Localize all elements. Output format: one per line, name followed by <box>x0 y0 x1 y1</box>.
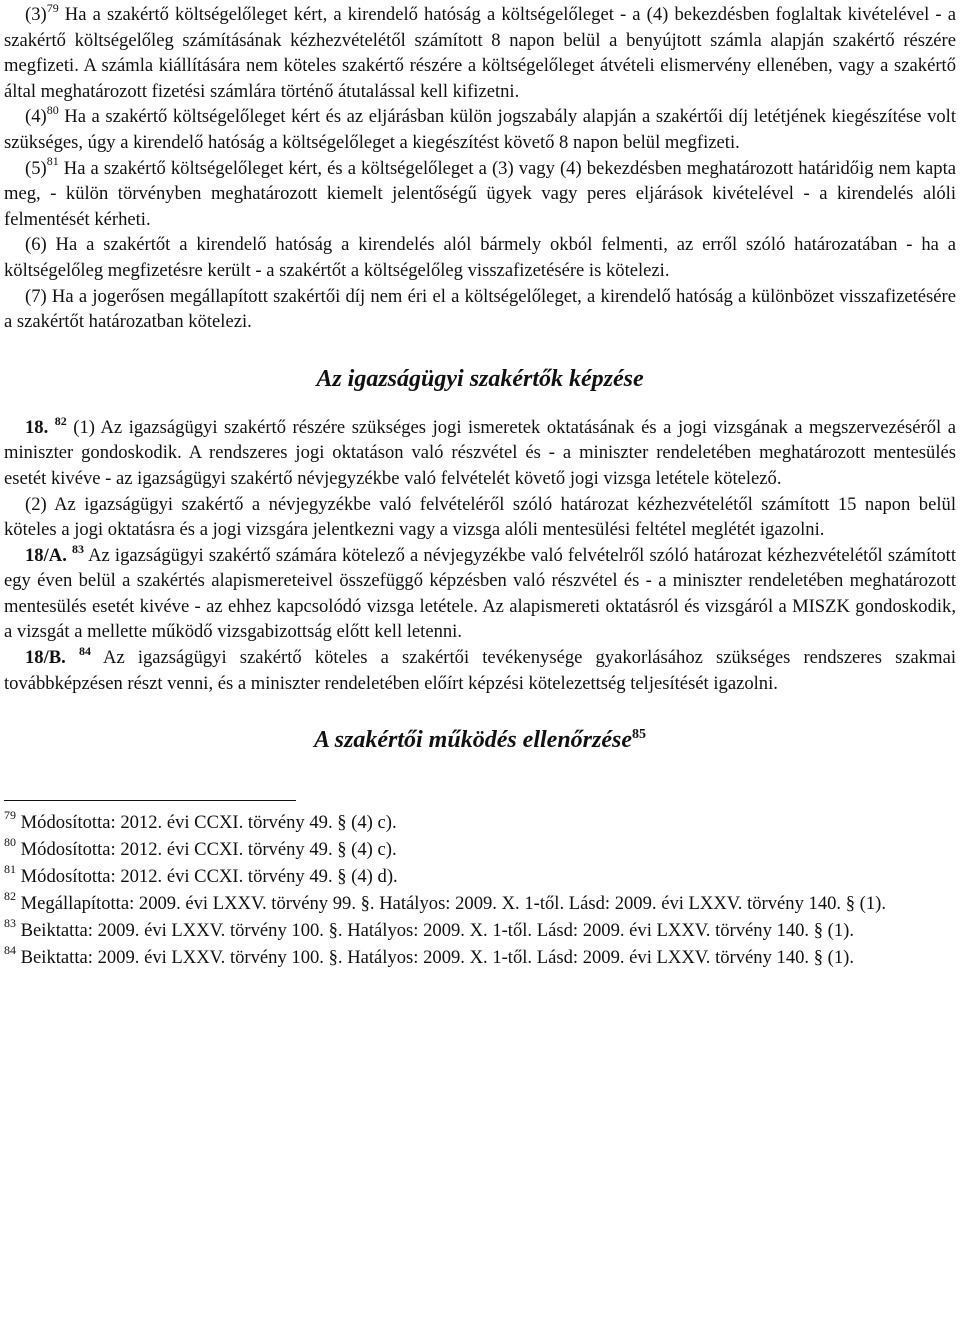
paragraph-label: (3) <box>25 4 47 25</box>
section-title-text: A szakértői működés ellenőrzése <box>313 727 632 754</box>
footnote-number: 80 <box>4 835 16 850</box>
footnote-84 <box>4 944 956 971</box>
paragraph-text: Az igazságügyi szakértő köteles a szakértői tevékenysége gyakorlásához szükséges rendszeres szakmai továbbképzésen részt venni, és a miniszter rendeletében előírt képzési kötelezettség teljesítését igazolni. <box>4 647 956 694</box>
paragraph-text: Az igazságügyi szakértő számára kötelező a névjegyzékbe való felvételről szóló határozat kézhezvételétől számított egy éven belül a szakértés alapismereteivel összefüggő képzésben való részvétel és - a miniszter rendeletében meghatározott mentesülés esetét kivéve - az ehhez kapcsolódó vizsga letétele. Az alapismereti oktatásról és vizsgáról a MISZK gondoskodik, a vizsgát a mellette működő vizsgabizottság előtt kell letenni. <box>4 544 956 643</box>
section-title-supervision <box>4 725 956 755</box>
paragraph-3 <box>4 2 956 104</box>
footnote-text: Beiktatta: 2009. évi LXXV. törvény 100. §. Hatályos: 2009. X. 1-től. Lásd: 2009. évi LXXV. törvény 140. § (1). <box>16 920 854 942</box>
paragraph-label: (4) <box>25 106 47 128</box>
footnote-separator <box>4 800 296 801</box>
footnote-ref-81[interactable]: 81 <box>46 154 59 169</box>
paragraph-text: Ha a jogerősen megállapított szakértői díj nem éri el a költségelőleget, a kirendelő hatóság a különbözet visszafizetésére a szakértőt határozatban kötelezi. <box>4 285 956 333</box>
footnote-ref-85[interactable]: 85 <box>632 727 646 743</box>
footnote-83 <box>4 917 956 944</box>
paragraph-text: Ha a szakértőt a kirendelő hatóság a kirendelés alól bármely okból felmenti, az erről szóló határozatában - ha a költségelőleg megfizetésre került - a szakértőt a költségelőleg visszafizetésére is kötelezi. <box>4 234 956 281</box>
footnote-81 <box>4 863 956 890</box>
section-title-training <box>4 364 956 394</box>
footnotes <box>4 809 956 971</box>
footnote-82 <box>4 890 956 917</box>
paragraph-6 <box>4 232 956 283</box>
paragraph-5 <box>4 156 956 233</box>
paragraph-label: (6) <box>25 234 47 256</box>
paragraph-text: Ha a szakértő költségelőleget kért, és a költségelőleget a (3) vagy (4) bekezdésben meghatározott határidőig nem kapta meg, - külön törvényben meghatározott kiemelt jelentőségű ügyek vagy peres eljárások kivételével - a kirendelés alóli felmentését kérheti. <box>4 157 956 230</box>
footnote-text: Beiktatta: 2009. évi LXXV. törvény 100. §. Hatályos: 2009. X. 1-től. Lásd: 2009. évi LXXV. törvény 140. § (1). <box>16 947 854 969</box>
paragraph-text: Ha a szakértő költségelőleget kért és az eljárásban külön jogszabály alapján a szakértői díj letétjének kiegészítése volt szükséges, úgy a kirendelő hatóság a költségelőleget a kiegészítést követő 8 napon belül megfizeti. <box>4 106 956 153</box>
paragraph-text: Ha a szakértő költségelőleget kért, a kirendelő hatóság a költségelőleget - a (4) bekezdésben foglaltak kivételével - a szakértő költségelőleg számításának kézhezvételétől számított 8 napon belül a benyújtott számla alapján szakértő részére megfizeti. A számla kiállítására nem köteles szakértő részére a költségelőleget átvételi elismervény ellenében, vagy a szakértő által meghatározott fizetési számlára történő átutalással kell kifizetni. <box>4 4 956 102</box>
footnote-ref-80[interactable]: 80 <box>46 103 59 118</box>
paragraph-text: (1) Az igazságügyi szakértő részére szükséges jogi ismeretek oktatásának és a jogi vizsgának a megszervezéséről a miniszter gondoskodik. A rendszeres jogi oktatáson való részvétel és - a miniszter rendeletében meghatározott mentesülés esetét kivéve - az igazságügyi szakértő névjegyzékbe való felvételét követő jogi vizsga letétele kötelező. <box>4 416 956 489</box>
section-number: 18/B. <box>25 647 66 669</box>
footnote-number: 82 <box>4 889 16 904</box>
paragraph-4 <box>4 104 956 155</box>
footnote-text: Módosította: 2012. évi CCXI. törvény 49. § (4) c). <box>16 839 397 861</box>
paragraph-18b <box>4 645 956 696</box>
footnote-text: Módosította: 2012. évi CCXI. törvény 49. § (4) c). <box>16 812 397 834</box>
paragraph-label: (7) <box>25 285 47 307</box>
paragraph-18-2 <box>4 492 956 543</box>
footnote-ref-82[interactable]: 82 <box>54 413 67 428</box>
footnote-79 <box>4 809 956 836</box>
paragraph-label: (5) <box>25 157 47 179</box>
footnote-ref-84[interactable]: 84 <box>78 643 91 658</box>
footnote-ref-79[interactable]: 79 <box>46 0 59 15</box>
footnote-number: 83 <box>4 916 16 931</box>
section-number: 18. <box>25 416 49 438</box>
footnote-number: 84 <box>4 943 16 958</box>
footnote-text: Módosította: 2012. évi CCXI. törvény 49. § (4) d). <box>16 866 398 888</box>
paragraph-18a <box>4 543 956 645</box>
paragraph-text: (2) Az igazságügyi szakértő a névjegyzékbe való felvételéről szóló határozat kézhezvételétől számított 15 napon belül köteles a jogi oktatásra és a jogi vizsgára jelentkezni vagy a vizsga alóli mentesülési feltétel meglétét igazolni. <box>4 493 956 541</box>
footnote-text: Megállapította: 2009. évi LXXV. törvény 99. §. Hatályos: 2009. X. 1-től. Lásd: 2009. évi LXXV. törvény 140. § (1). <box>16 893 887 915</box>
footnote-ref-83[interactable]: 83 <box>71 541 84 556</box>
section-number: 18/A. <box>25 544 67 566</box>
paragraph-7 <box>4 284 956 335</box>
footnote-number: 81 <box>4 862 16 877</box>
section-title-text: Az igazságügyi szakértők képzése <box>316 365 644 392</box>
footnote-80 <box>4 836 956 863</box>
footnote-number: 79 <box>4 808 16 823</box>
paragraph-18 <box>4 415 956 492</box>
